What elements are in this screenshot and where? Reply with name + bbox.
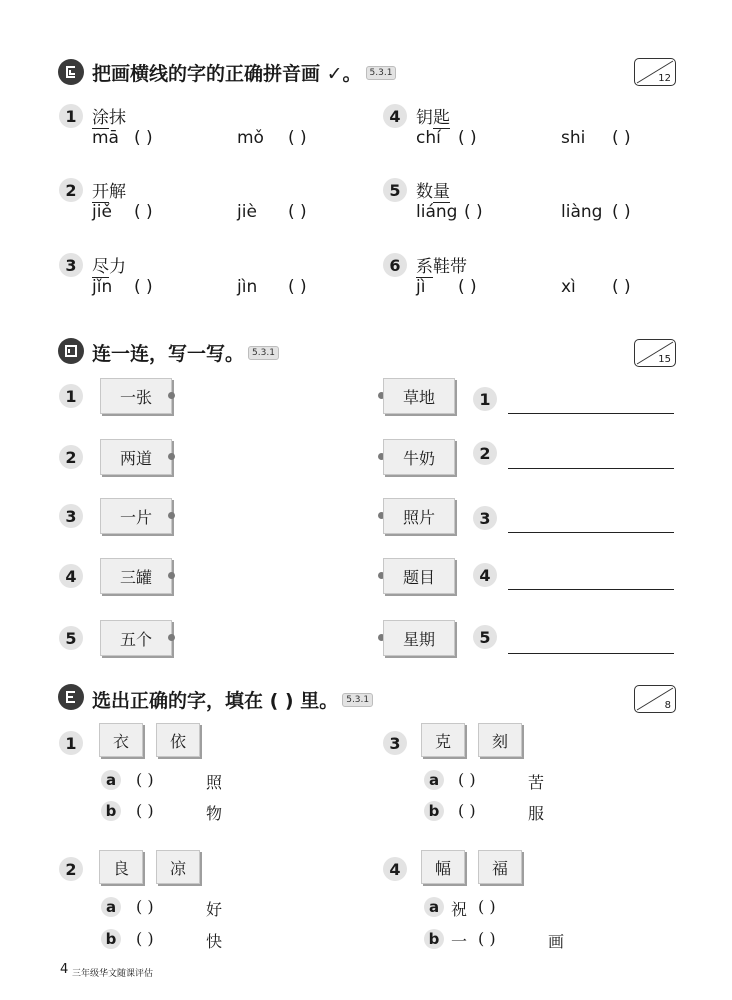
c-item-1-blank-a[interactable]: ( ) [134,128,153,148]
section-c-standard: 5.3.1 [366,66,397,80]
c-item-4-blank-b[interactable]: ( ) [612,128,631,148]
e-item-3-b-label: b [424,801,444,821]
e-item-4-b-pre: 一 [451,932,468,951]
section-d-standard: 5.3.1 [248,346,279,360]
c-item-6-option-a: jì [416,277,426,297]
d-right-card-4[interactable]: 题目 [383,558,455,594]
c-item-5-word [416,177,450,202]
section-e-standard: 5.3.1 [342,693,373,707]
d-left-dot-5[interactable] [168,634,175,641]
e-item-4-a-blank[interactable]: ( ) [478,897,496,916]
d-write-line-2[interactable] [508,468,674,469]
c-item-3-underlined: 尽 [92,257,109,277]
e-item-1-b-label: b [101,801,121,821]
d-left-card-4[interactable]: 三罐 [100,558,172,594]
c-item-1-underlined: 涂 [92,108,109,128]
c-item-1-blank-b[interactable]: ( ) [288,128,307,148]
e-item-4-b-post: 画 [548,932,565,951]
c-item-6-blank-b[interactable]: ( ) [612,277,631,297]
e-item-1-a-label: a [101,770,121,790]
section-e-score: 8 [664,700,671,711]
e-item-1-choice-1[interactable]: 衣 [99,723,143,757]
c-item-2-option-b: jiè [237,202,257,222]
e-item-2-b-blank[interactable]: ( ) [136,929,154,948]
c-item-5-pre: 数 [416,182,433,202]
c-item-2-word [92,177,126,202]
d-left-dot-4[interactable] [168,572,175,579]
c-item-1-number: 1 [59,104,83,128]
e-item-3-b-post: 服 [528,804,545,823]
c-item-5-option-a: liáng [416,202,458,222]
e-item-2-b-label: b [101,929,121,949]
c-item-5-option-b: liàng [561,202,603,222]
e-item-3-choice-1[interactable]: 克 [421,723,465,757]
c-item-1-option-a: mā [92,128,119,148]
d-left-number-2: 2 [59,445,83,469]
c-item-6-option-b: xì [561,277,576,297]
d-right-card-1[interactable]: 草地 [383,378,455,414]
c-item-4-pre: 钥 [416,108,433,128]
c-item-2-blank-a[interactable]: ( ) [134,202,153,222]
c-item-5-underlined: 量 [433,182,450,202]
c-item-3-word [92,252,126,277]
e-item-1-b-blank[interactable]: ( ) [136,801,154,820]
e-item-4-number: 4 [383,857,407,881]
c-item-1-option-b: mǒ [237,128,264,148]
e-item-4-a-pre: 祝 [451,900,468,919]
e-item-3-b-blank[interactable]: ( ) [458,801,476,820]
c-item-4-option-b: shi [561,128,586,148]
c-item-6-rest: 鞋带 [433,257,467,277]
e-item-1-number: 1 [59,731,83,755]
section-e-title-text: 选出正确的字，填在 ( ) 里。 [92,690,339,712]
c-item-2-rest: 解 [109,182,126,202]
c-item-3-rest: 力 [109,257,126,277]
e-item-1-b-post: 物 [206,804,223,823]
d-line-number-5: 5 [473,625,497,649]
section-d-icon [58,338,84,364]
c-item-6-blank-a[interactable]: ( ) [458,277,477,297]
section-e-icon [58,684,84,710]
d-left-card-1[interactable]: 一张 [100,378,172,414]
e-item-1-a-post: 照 [206,773,223,792]
c-item-1-rest: 抹 [109,108,126,128]
e-item-2-a-blank[interactable]: ( ) [136,897,154,916]
book-title: 三年级华文随课评估 [72,969,154,979]
c-item-5-blank-b[interactable]: ( ) [612,202,631,222]
c-item-3-blank-a[interactable]: ( ) [134,277,153,297]
e-item-3-number: 3 [383,731,407,755]
section-c-score: 12 [658,73,671,84]
d-write-line-5[interactable] [508,653,674,654]
c-item-1-word [92,103,126,128]
c-item-2-number: 2 [59,178,83,202]
section-d-score-box [634,339,676,367]
d-left-card-5[interactable]: 五个 [100,620,172,656]
d-line-number-2: 2 [473,441,497,465]
e-item-1-choice-2[interactable]: 依 [156,723,200,757]
e-item-4-b-blank[interactable]: ( ) [478,929,496,948]
d-write-line-1[interactable] [508,413,674,414]
e-item-2-a-post: 好 [206,900,223,919]
c-item-4-number: 4 [383,104,407,128]
c-item-3-option-a: jǐn [92,277,113,297]
c-item-5-blank-a[interactable]: ( ) [464,202,483,222]
c-item-6-number: 6 [383,253,407,277]
d-left-dot-1[interactable] [168,392,175,399]
d-write-line-4[interactable] [508,589,674,590]
e-item-2-b-post: 快 [206,932,223,951]
d-line-number-3: 3 [473,506,497,530]
e-item-1-a-blank[interactable]: ( ) [136,770,154,789]
e-item-4-choice-1[interactable]: 幅 [421,850,465,884]
d-left-dot-2[interactable] [168,453,175,460]
e-item-2-choice-1[interactable]: 良 [99,850,143,884]
section-c-icon [58,59,84,85]
d-line-number-1: 1 [473,387,497,411]
c-item-4-word [416,103,450,128]
section-e-score-box [634,685,676,713]
c-item-6-word [416,252,467,277]
e-item-4-b-label: b [424,929,444,949]
section-c-title [92,59,396,86]
section-e-title [92,686,373,713]
d-right-card-2[interactable]: 牛奶 [383,439,455,475]
e-item-4-choice-2[interactable]: 福 [478,850,522,884]
section-d-score: 15 [658,354,671,365]
c-item-2-blank-b[interactable]: ( ) [288,202,307,222]
c-item-4-blank-a[interactable]: ( ) [458,128,477,148]
d-line-number-4: 4 [473,563,497,587]
c-item-4-underlined: 匙 [433,108,450,128]
e-item-2-choice-2[interactable]: 凉 [156,850,200,884]
d-right-card-3[interactable]: 照片 [383,498,455,534]
c-item-2-option-a: jiě [92,202,112,222]
d-left-number-3: 3 [59,504,83,528]
c-item-5-number: 5 [383,178,407,202]
e-item-3-a-blank[interactable]: ( ) [458,770,476,789]
section-d-title-text: 连一连，写一写。 [92,343,245,365]
c-item-3-number: 3 [59,253,83,277]
d-left-card-3[interactable]: 一片 [100,498,172,534]
e-item-2-a-label: a [101,897,121,917]
c-item-3-option-b: jìn [237,277,258,297]
section-d-title [92,339,279,366]
d-left-dot-3[interactable] [168,512,175,519]
e-item-4-a-label: a [424,897,444,917]
e-item-3-a-post: 苦 [528,773,545,792]
page-number: 4 [60,962,69,977]
c-item-3-blank-b[interactable]: ( ) [288,277,307,297]
e-item-3-a-label: a [424,770,444,790]
d-left-card-2[interactable]: 两道 [100,439,172,475]
d-write-line-3[interactable] [508,532,674,533]
e-item-2-number: 2 [59,857,83,881]
section-c-title-text: 把画横线的字的正确拼音画 ✓。 [92,63,362,85]
d-right-card-5[interactable]: 星期 [383,620,455,656]
c-item-2-underlined: 开 [92,182,109,202]
d-left-number-1: 1 [59,384,83,408]
e-item-3-choice-2[interactable]: 刻 [478,723,522,757]
section-c-score-box [634,58,676,86]
c-item-6-underlined: 系 [416,257,433,277]
d-left-number-4: 4 [59,564,83,588]
d-left-number-5: 5 [59,626,83,650]
c-item-4-option-a: chí [416,128,441,148]
